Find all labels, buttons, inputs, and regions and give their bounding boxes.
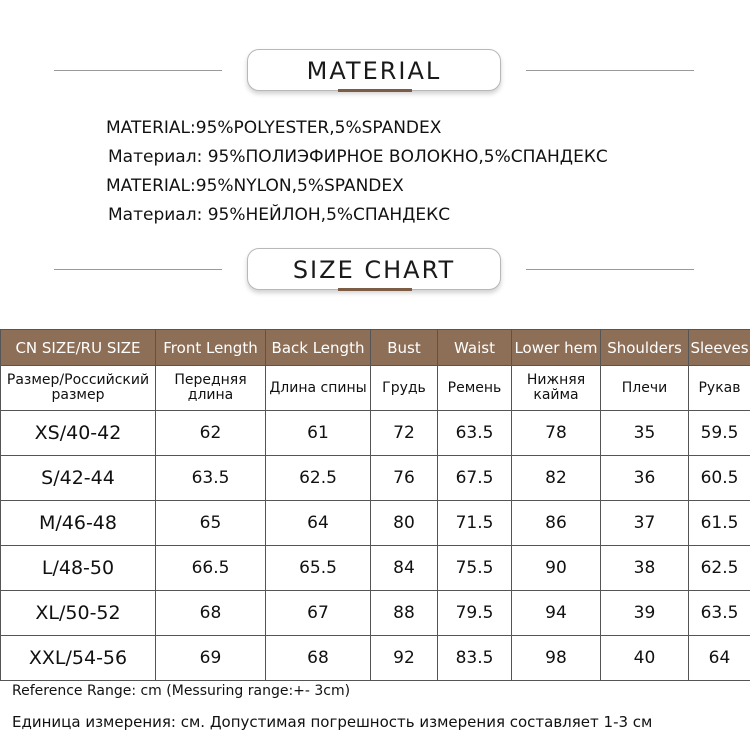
- table-cell: 59.5: [689, 411, 750, 456]
- table-cell: 63.5: [156, 456, 266, 501]
- material-line: Материал: 95%ПОЛИЭФИРНОЕ ВОЛОКНО,5%СПАНДЕКС: [108, 147, 608, 167]
- measurement-note-ru: Единица измерения: см. Допустимая погрешность измерения составляет 1-3 см: [12, 713, 653, 731]
- title-underline: [338, 89, 412, 92]
- table-cell: 69: [156, 636, 266, 681]
- table-cell: 39: [601, 591, 689, 636]
- column-header: Waist: [438, 330, 512, 366]
- table-cell: 36: [601, 456, 689, 501]
- material-title: MATERIAL: [247, 49, 501, 91]
- reference-range-note: Reference Range: cm (Messuring range:+- 3cm): [12, 683, 351, 699]
- column-header-ru: Ремень: [438, 366, 512, 411]
- table-row: [1, 501, 750, 546]
- table-cell: 64: [266, 501, 371, 546]
- column-header-ru: Нижняя кайма: [512, 366, 601, 411]
- table-cell: 61.5: [689, 501, 750, 546]
- table-cell: 38: [601, 546, 689, 591]
- column-header: Bust: [371, 330, 438, 366]
- column-header-ru: Плечи: [601, 366, 689, 411]
- table-cell: 40: [601, 636, 689, 681]
- table-cell: 75.5: [438, 546, 512, 591]
- table-row: [1, 546, 750, 591]
- table-cell: 94: [512, 591, 601, 636]
- table-cell: 65.5: [266, 546, 371, 591]
- column-header-ru: Длина спины: [266, 366, 371, 411]
- size-chart-section-header: [0, 248, 750, 298]
- divider-line: [526, 269, 694, 270]
- table-header-row: [1, 330, 750, 366]
- size-chart-table: [0, 329, 750, 681]
- table-cell: 88: [371, 591, 438, 636]
- size-chart-title: SIZE CHART: [247, 248, 501, 290]
- size-cell: XL/50-52: [1, 591, 156, 636]
- table-cell: 68: [266, 636, 371, 681]
- table-cell: 76: [371, 456, 438, 501]
- table-cell: 68: [156, 591, 266, 636]
- title-underline: [338, 288, 412, 291]
- table-cell: 62.5: [689, 546, 750, 591]
- table-cell: 84: [371, 546, 438, 591]
- column-header-ru: Рукав: [689, 366, 750, 411]
- divider-line: [54, 70, 222, 71]
- table-cell: 63.5: [689, 591, 750, 636]
- column-header-ru: Размер/Российский размер: [1, 366, 156, 411]
- column-header-ru: Грудь: [371, 366, 438, 411]
- table-cell: 80: [371, 501, 438, 546]
- material-line: MATERIAL:95%POLYESTER,5%SPANDEX: [106, 118, 442, 138]
- table-cell: 65: [156, 501, 266, 546]
- table-cell: 83.5: [438, 636, 512, 681]
- table-cell: 67: [266, 591, 371, 636]
- table-cell: 35: [601, 411, 689, 456]
- table-cell: 92: [371, 636, 438, 681]
- table-cell: 78: [512, 411, 601, 456]
- table-cell: 82: [512, 456, 601, 501]
- table-cell: 86: [512, 501, 601, 546]
- table-row: [1, 636, 750, 681]
- material-section-header: [0, 49, 750, 99]
- divider-line: [54, 269, 222, 270]
- table-cell: 62: [156, 411, 266, 456]
- table-row: [1, 456, 750, 501]
- table-cell: 62.5: [266, 456, 371, 501]
- size-cell: XS/40-42: [1, 411, 156, 456]
- column-header: Lower hem: [512, 330, 601, 366]
- table-cell: 98: [512, 636, 601, 681]
- material-line: Материал: 95%НЕЙЛОН,5%СПАНДЕКС: [108, 205, 451, 225]
- russian-header-row: [1, 366, 750, 411]
- table-cell: 63.5: [438, 411, 512, 456]
- divider-line: [526, 70, 694, 71]
- table-cell: 67.5: [438, 456, 512, 501]
- column-header: CN SIZE/RU SIZE: [1, 330, 156, 366]
- table-cell: 60.5: [689, 456, 750, 501]
- size-cell: L/48-50: [1, 546, 156, 591]
- column-header: Back Length: [266, 330, 371, 366]
- table-cell: 90: [512, 546, 601, 591]
- table-cell: 61: [266, 411, 371, 456]
- size-cell: M/46-48: [1, 501, 156, 546]
- table-cell: 37: [601, 501, 689, 546]
- column-header: Sleeves: [689, 330, 750, 366]
- table-cell: 72: [371, 411, 438, 456]
- table-cell: 66.5: [156, 546, 266, 591]
- table-row: [1, 411, 750, 456]
- size-cell: S/42-44: [1, 456, 156, 501]
- column-header-ru: Передняя длина: [156, 366, 266, 411]
- table-row: [1, 591, 750, 636]
- material-line: MATERIAL:95%NYLON,5%SPANDEX: [106, 176, 404, 196]
- table-cell: 71.5: [438, 501, 512, 546]
- table-cell: 79.5: [438, 591, 512, 636]
- table-cell: 64: [689, 636, 750, 681]
- column-header: Shoulders: [601, 330, 689, 366]
- column-header: Front Length: [156, 330, 266, 366]
- size-cell: XXL/54-56: [1, 636, 156, 681]
